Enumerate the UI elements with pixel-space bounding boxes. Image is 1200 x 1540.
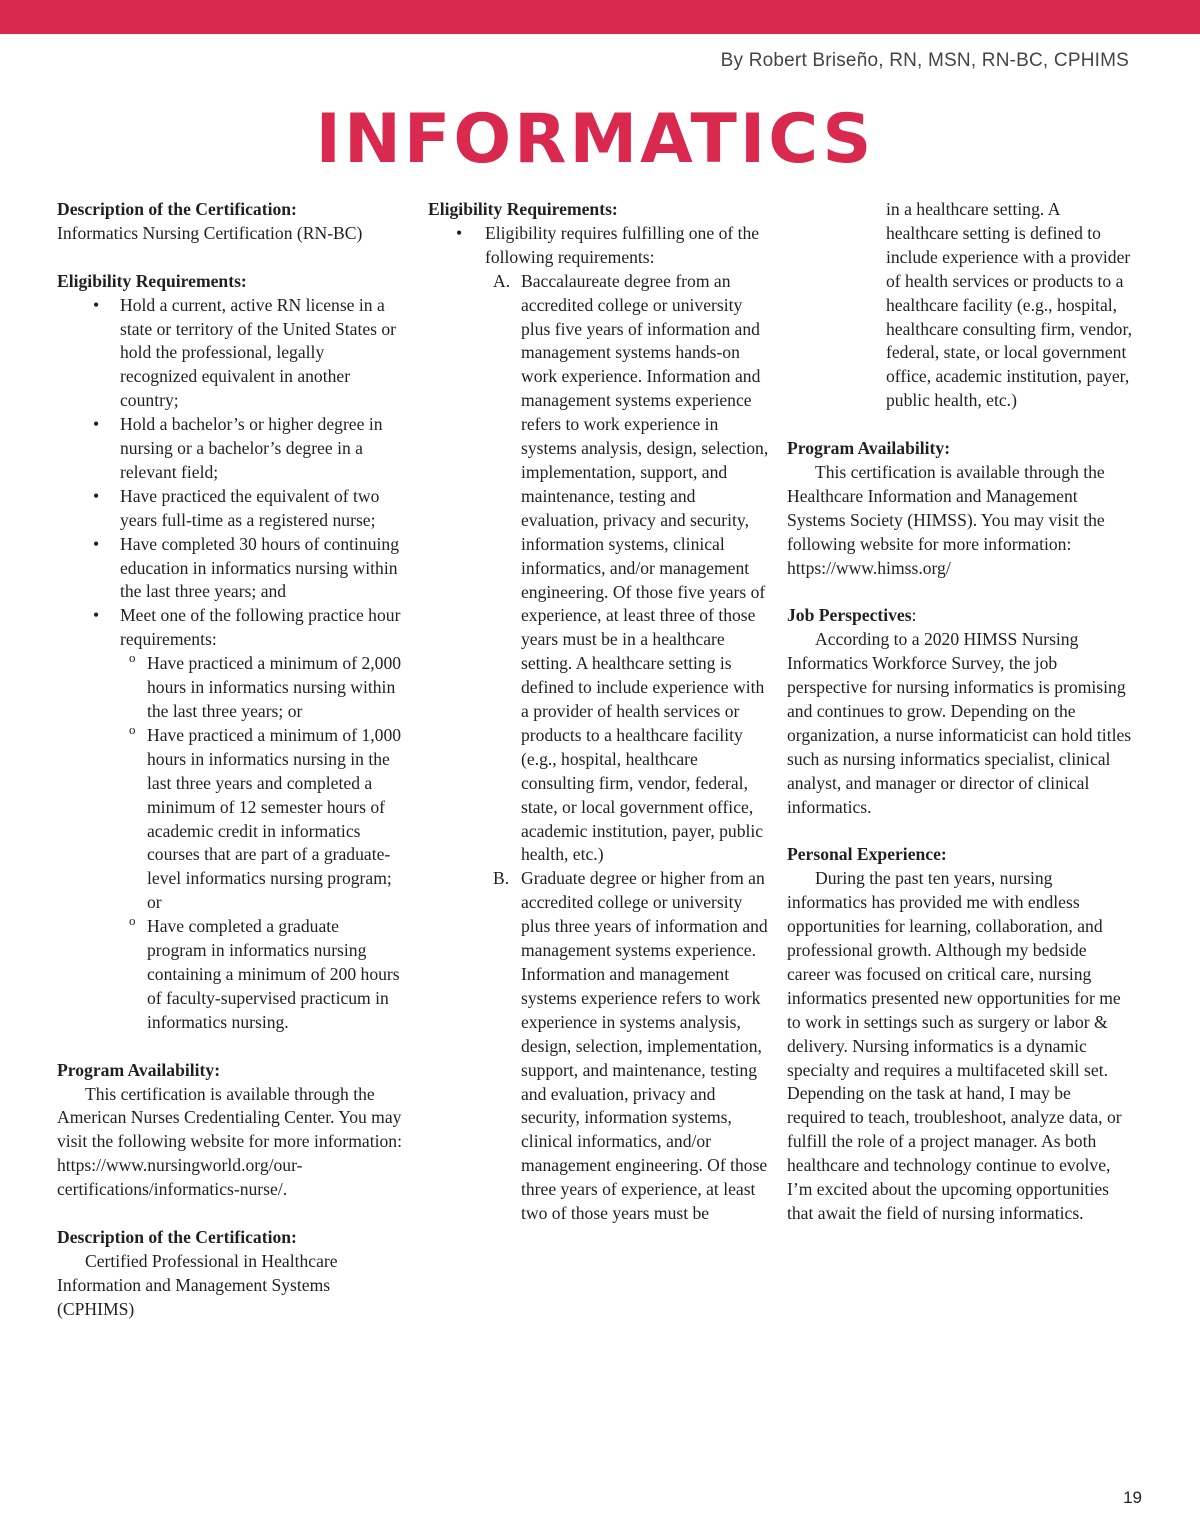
certification-name: Informatics Nursing Certification (RN-BC) (57, 222, 363, 243)
practice-hour-list (57, 652, 402, 1035)
sub-list-item: o Have completed a graduate program in informatics nursing containing a minimum of 200 hours of faculty-supervised practicum in informatics nursing. (57, 915, 402, 1035)
list-item (428, 867, 773, 1226)
list-item: • Hold a bachelor’s or higher degree in nursing or a bachelor’s degree in a relevant field; (57, 413, 402, 485)
section-heading: Description of the Certification: (57, 199, 297, 219)
section-heading: Description of the Certification: (57, 1226, 297, 1247)
section-heading (787, 604, 1132, 628)
list-item: • Have completed 30 hours of continuing education in informatics nursing within the last three years; and (57, 533, 402, 605)
column-middle (428, 198, 773, 1226)
column-right (787, 198, 1132, 1226)
list-marker: B. (493, 868, 510, 889)
section-heading: Eligibility Requirements: (428, 199, 618, 219)
job-heading: Job Perspectives (787, 605, 912, 626)
sub-list-item: o Have practiced a minimum of 2,000 hours in informatics nursing within the last three years; or (57, 652, 402, 724)
top-accent-bar (0, 0, 1200, 34)
section-heading: Program Availability: (57, 1059, 221, 1080)
page-title: INFORMATICS (315, 100, 875, 179)
eligibility-list (57, 294, 402, 653)
bullet-icon: • (456, 222, 463, 243)
list-item: • Meet one of the following practice hour requirements: (57, 604, 402, 652)
job-perspectives-text: According to a 2020 HIMSS Nursing Informatics Workforce Survey, the job perspective for nursing informatics is promising and continues to grow. Depending on the organization, a nurse informaticist can hold titles such as nursing informatics specialist, clinical analyst, and manager or director of clinical informatics. (787, 629, 1132, 817)
option-text: Graduate degree or higher from an accredited college or university plus three years of information and management systems experience. Information and management systems experience refers to work experience in systems analysis, design, selection, implementation, support, and maintenance, testing and evaluation, privacy and security, information systems, clinical informatics, and/or management engineering. Of those three years of experience, at least two of those years must be (521, 868, 768, 1224)
program-availability-text: This certification is available through the American Nurses Credentialing Center. You may visit the following website for more information: https://www.nursingworld.org/our-certifications/informatics-nurse/. (57, 1083, 402, 1200)
eligibility-intro-text: Eligibility requires fulfilling one of the following requirements: (485, 222, 760, 267)
list-item (428, 270, 773, 868)
option-text: Baccalaureate degree from an accredited college or university plus five years of information and management systems hands-on work experience. Information and management systems experience refers to work experience in systems analysis, design, selection, implementation, support, and maintenance, testing and evaluation, privacy and security, information systems, clinical informatics, and/or management engineering. Of those five years of experience, at least three of those years must be in a healthcare setting. A healthcare setting is defined to include experience with a provider of health services or products to a healthcare facility (e.g., hospital, healthcare consulting firm, vendor, federal, state, or local government office, academic institution, payer, public health, etc.) (521, 270, 769, 865)
eligibility-intro (428, 222, 773, 270)
column-left (57, 198, 402, 1322)
degree-options-list (428, 270, 773, 1226)
list-marker: A. (493, 270, 511, 291)
section-heading: Eligibility Requirements: (57, 270, 247, 291)
author-byline: By Robert Briseño, RN, MSN, RN-BC, CPHIMS (720, 50, 1129, 71)
section-heading: Personal Experience: (787, 844, 947, 865)
sub-list-item: o Have practiced a minimum of 1,000 hours in informatics nursing in the last three years and completed a minimum of 12 semester hours of academic credit in informatics courses that are part of a graduate-level informatics nursing program; or (57, 724, 402, 915)
continued-text: in a healthcare setting. A healthcare setting is defined to include experience with a provider of health services or products to a healthcare facility (e.g., hospital, healthcare consulting firm, vendor, federal, state, or local government office, academic institution, payer, public health, etc.) (886, 199, 1133, 411)
certification-name: Certified Professional in Healthcare Information and Management Systems (CPHIMS) (57, 1250, 338, 1319)
list-item: • Hold a current, active RN license in a state or territory of the United States or hold the professional, legally recognized equivalent in another country; (57, 294, 402, 414)
job-heading-colon: : (911, 605, 917, 626)
personal-experience-text: During the past ten years, nursing informatics has provided me with endless opportunities for learning, collaboration, and professional growth. Although my bedside career was focused on critical care, nursing informatics presented new opportunities for me to work in settings such as surgery or labor & delivery. Nursing informatics is a dynamic specialty and requires a multifaceted skill set. Depending on the task at hand, I may be required to teach, troubleshoot, analyze data, or fulfill the role of a project manager. As both healthcare and technology continue to evolve, I’m excited about the upcoming opportunities that await the field of nursing informatics. (787, 868, 1122, 1224)
page-number: 19 (1123, 1488, 1142, 1507)
section-heading: Program Availability: (787, 438, 951, 459)
program-availability-text: This certification is available through the Healthcare Information and Management Systems Society (HIMSS). You may visit the following website for more information: https://www.himss.org/ (787, 461, 1105, 578)
list-item: • Have practiced the equivalent of two years full-time as a registered nurse; (57, 485, 402, 533)
